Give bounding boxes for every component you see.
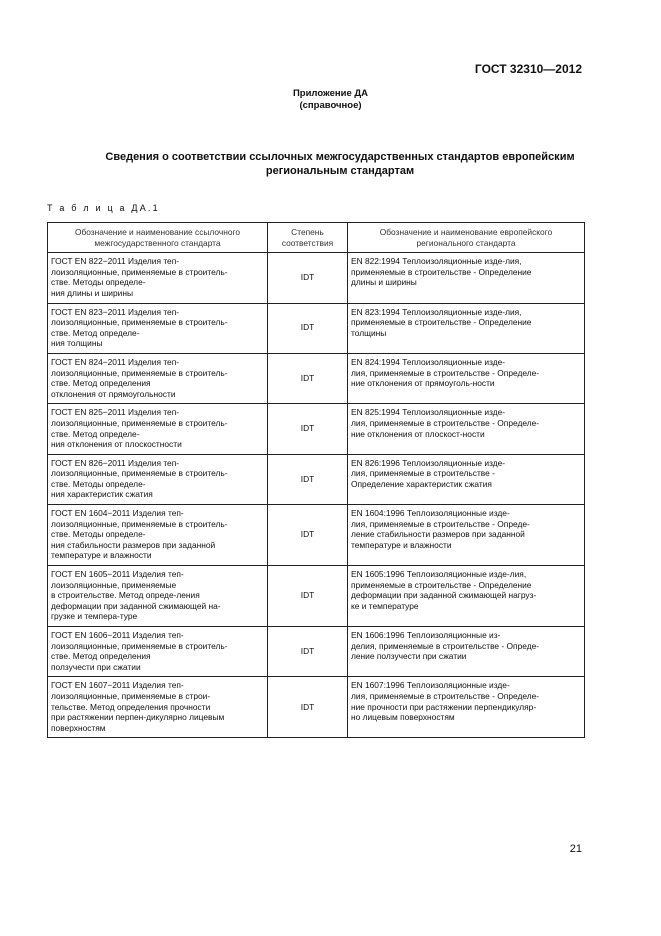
table-body (48, 253, 585, 738)
cell-text-line: EN 824:1994 Теплоизоляционные изде- (351, 356, 506, 367)
cell-text-line: ние отклонения от прямоуголь-ности (351, 378, 495, 389)
interstate-standard-cell (48, 505, 268, 566)
cell-text-line: стве. Методы определе- (51, 478, 146, 489)
cell-text-line: стве. Методы определе- (51, 529, 146, 540)
cell-text-line: EN 1606:1996 Теплоизоляционные из- (351, 630, 501, 640)
cell-text-line: ГОСТ EN 826−2011 Изделия теп- (51, 457, 180, 468)
interstate-standard-cell (48, 627, 268, 677)
cell-text-line: ГОСТ EN 824−2011 Изделия теп- (51, 356, 180, 367)
interstate-standard-cell (48, 253, 268, 303)
cell-text-line: ние прочности при растяжении перпендикуляр- (351, 701, 537, 712)
interstate-standard-cell (48, 353, 268, 403)
appendix-subtitle: (справочное) (299, 100, 362, 111)
cell-text-line: лоизоляционные, применяемые в строитель- (51, 417, 228, 428)
cell-text-line: стве. Метод определения (51, 378, 151, 389)
table-header-row (48, 223, 585, 253)
cell-text-line: лоизоляционные, применяемые в строитель- (51, 317, 228, 328)
cell-text-line: ния стабильности размеров при заданной (51, 539, 216, 550)
degree-cell: IDT (268, 404, 348, 454)
table-row (48, 303, 585, 353)
interstate-standard-cell (48, 404, 268, 454)
cell-text-line: ГОСТ EN 825−2011 Изделия теп- (51, 407, 180, 418)
cell-text-line: стве. Метод определе- (51, 428, 140, 439)
cell-text-line: ГОСТ EN 822−2011 Изделия теп- (51, 256, 180, 267)
cell-text-line: Определение характеристик сжатия (351, 478, 492, 489)
table-row (48, 566, 585, 627)
correspondence-table (47, 222, 585, 738)
degree-cell: IDT (268, 303, 348, 353)
cell-text-line: EN 1605:1996 Теплоизоляционные изде-лия, (351, 569, 527, 580)
header-degree: Степень соответствия (268, 223, 348, 253)
section-heading (60, 150, 620, 178)
degree-cell: IDT (268, 353, 348, 403)
cell-text-line: лия, применяемые в строительстве - Определе- (351, 690, 540, 701)
cell-text-line: лоизоляционные, применяемые (51, 579, 177, 590)
cell-text-line: применяемые в строительстве - Определение (351, 317, 532, 328)
cell-text-line: лия, применяемые в строительстве - Опреде- (351, 518, 530, 529)
cell-text-line: лоизоляционные, применяемые в строитель- (51, 266, 228, 277)
european-standard-cell (348, 353, 585, 403)
cell-text-line: ГОСТ EN 1604−2011 Изделия теп- (51, 508, 184, 519)
cell-text-line: EN 822:1994 Теплоизоляционные изде-лия, (351, 256, 522, 267)
european-standard-cell (348, 566, 585, 627)
cell-text-line: ГОСТ EN 1607−2011 Изделия теп- (51, 680, 184, 691)
cell-text-line: делия, применяемые в строительстве - Опреде- (351, 640, 540, 651)
cell-text-line: лия, применяемые в строительстве - Определе- (351, 367, 540, 378)
european-standard-cell (348, 404, 585, 454)
cell-text-line: но лицевым поверхностям (351, 712, 455, 723)
cell-text-line: ке и температуре (351, 600, 419, 611)
cell-text-line: ГОСТ EN 1605−2011 Изделия теп- (51, 569, 184, 580)
cell-text-line: деформации при заданной сжимающей нагруз- (351, 590, 537, 601)
interstate-standard-cell (48, 566, 268, 627)
cell-text-line: лоизоляционные, применяемые в строи- (51, 690, 211, 701)
header-european-standard: Обозначение и наименование европейского регионального стандарта (348, 223, 585, 253)
cell-text-line: при растяжении перпен-дикулярно лицевым (51, 712, 225, 723)
interstate-standard-cell (48, 454, 268, 504)
table-row (48, 454, 585, 504)
document-code: ГОСТ 32310—2012 (474, 62, 582, 76)
european-standard-cell (348, 677, 585, 738)
table-row (48, 353, 585, 403)
cell-text-line: лоизоляционные, применяемые в строитель- (51, 468, 228, 479)
degree-cell: IDT (268, 677, 348, 738)
cell-text-line: толщины (351, 327, 387, 338)
european-standard-cell (348, 454, 585, 504)
cell-text-line: ГОСТ EN 823−2011 Изделия теп- (51, 306, 180, 317)
cell-text-line: применяемые в строительстве - Определение (351, 579, 532, 590)
cell-text-line: лия, применяемые в строительстве - (351, 468, 495, 479)
cell-text-line: ния характеристик сжатия (51, 489, 153, 500)
cell-text-line: тельстве. Метод определения прочности (51, 701, 211, 712)
cell-text-line: ния толщины (51, 338, 103, 349)
section-heading-line-2: региональным стандартам (265, 165, 415, 177)
cell-text-line: EN 826:1996 Теплоизоляционные изде- (351, 457, 506, 468)
cell-text-line: применяемые в строительстве - Определение (351, 266, 532, 277)
cell-text-line: длины и ширины (351, 277, 417, 288)
cell-text-line: лоизоляционные, применяемые в строитель- (51, 518, 228, 529)
european-standard-cell (348, 253, 585, 303)
degree-cell: IDT (268, 627, 348, 677)
cell-text-line: EN 1604:1996 Теплоизоляционные изде- (351, 508, 510, 519)
appendix-title-block (0, 88, 661, 112)
table-row (48, 253, 585, 303)
cell-text-line: EN 823:1994 Теплоизоляционные изде-лия, (351, 306, 522, 317)
interstate-standard-cell (48, 677, 268, 738)
cell-text-line: EN 1607:1996 Теплоизоляционные изде- (351, 680, 510, 691)
cell-text-line: стве. Метод определе- (51, 327, 140, 338)
cell-text-line: деформации при заданной сжимающей на- (51, 600, 221, 611)
cell-text-line: лоизоляционные, применяемые в строитель- (51, 640, 228, 651)
cell-text-line: лия, применяемые в строительстве - Определе- (351, 417, 540, 428)
cell-text-line: ление стабильности размеров при заданной (351, 529, 525, 540)
cell-text-line: ние отклонения от плоскост-ности (351, 428, 485, 439)
european-standard-cell (348, 505, 585, 566)
degree-cell: IDT (268, 566, 348, 627)
table-caption: Т а б л и ц а ДА.1 (47, 203, 160, 213)
interstate-standard-cell (48, 303, 268, 353)
degree-cell: IDT (268, 253, 348, 303)
cell-text-line: ползучести при сжатии (51, 661, 141, 672)
cell-text-line: отклонения от прямоугольности (51, 388, 176, 399)
cell-text-line: ление ползучести при сжатии (351, 651, 467, 662)
table-row (48, 627, 585, 677)
cell-text-line: температуре и влажности (351, 539, 452, 550)
cell-text-line: температуре и влажности (51, 550, 152, 561)
table-row (48, 404, 585, 454)
section-heading-line-1: Сведения о соответствии ссылочных межгосударственных стандартов европейским (105, 151, 575, 163)
header-interstate-standard: Обозначение и наименование ссылочного межгосударственного стандарта (48, 223, 268, 253)
cell-text-line: в строительстве. Метод опреде-ления (51, 590, 200, 601)
table-row (48, 677, 585, 738)
cell-text-line: EN 825:1994 Теплоизоляционные изде- (351, 407, 506, 418)
cell-text-line: ния длины и ширины (51, 287, 133, 298)
cell-text-line: ГОСТ EN 1606−2011 Изделия теп- (51, 630, 184, 640)
table-row (48, 505, 585, 566)
degree-cell: IDT (268, 454, 348, 504)
cell-text-line: лоизоляционные, применяемые в строитель- (51, 367, 228, 378)
appendix-title: Приложение ДА (292, 88, 369, 99)
cell-text-line: стве. Метод определения (51, 651, 151, 662)
european-standard-cell (348, 627, 585, 677)
european-standard-cell (348, 303, 585, 353)
page-number: 21 (569, 843, 582, 855)
cell-text-line: грузке и темпера-туре (51, 611, 138, 622)
degree-cell: IDT (268, 505, 348, 566)
cell-text-line: ния отклонения от плоскостности (51, 439, 182, 450)
cell-text-line: стве. Методы определе- (51, 277, 146, 288)
cell-text-line: поверхностям (51, 722, 106, 733)
